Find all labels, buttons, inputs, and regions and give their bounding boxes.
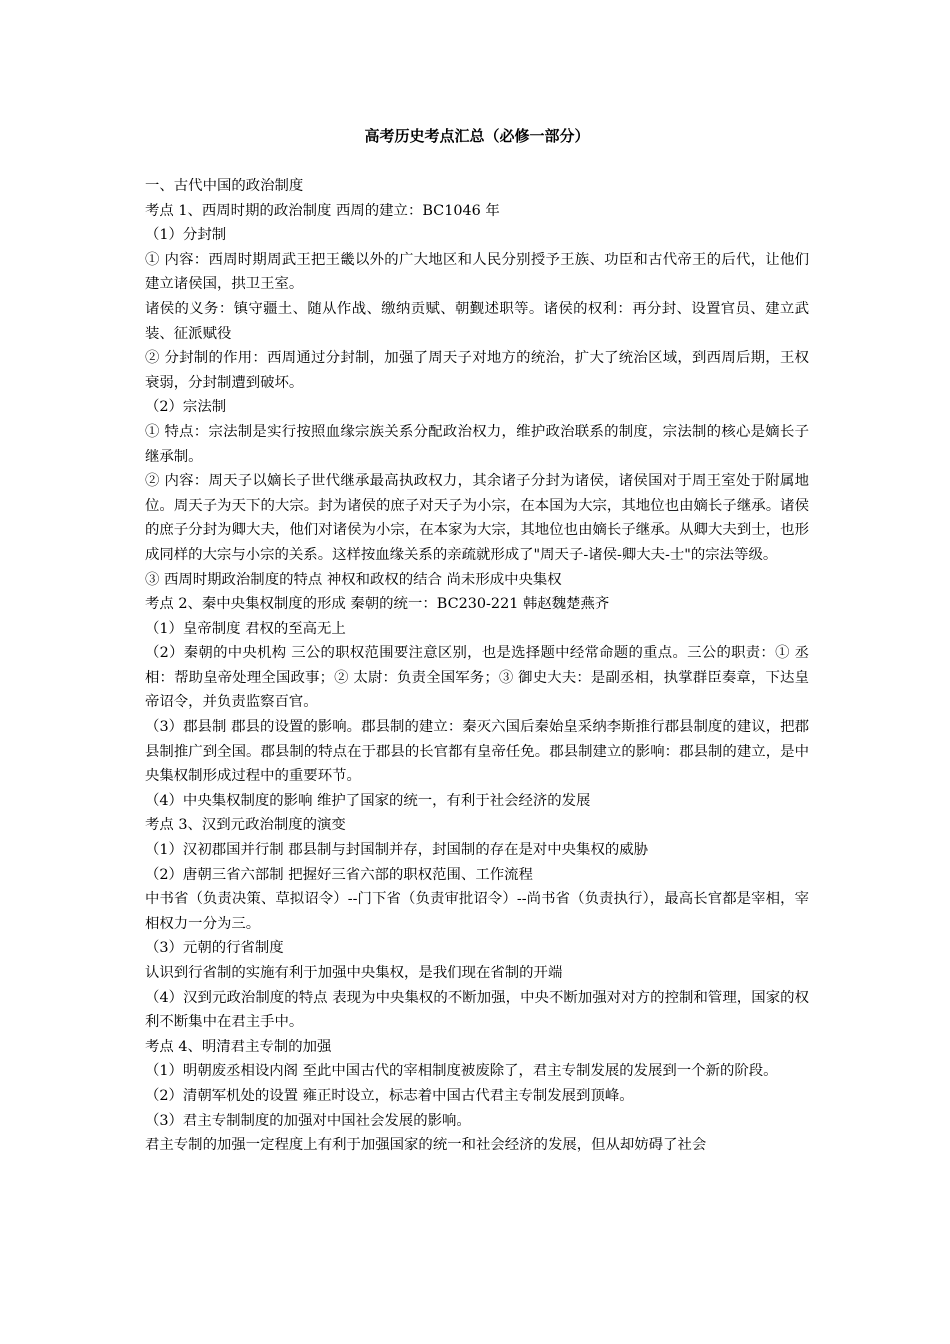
paragraph: （3）郡县制 郡县的设置的影响。郡县制的建立：秦灭六国后秦始皇采纳李斯推行郡县制度的建议，把郡县制推广到全国。郡县制的特点在于郡县的长官都有皇帝任免。郡县制建立的影响：郡县制的建立，是中央集权制形成过程中的重要环节。	[145, 719, 809, 785]
topic-heading: 考点 2、秦中央集权制度的形成 秦朝的统一：BC230-221 韩赵魏楚燕齐	[145, 596, 610, 613]
subheading: （2）唐朝三省六部制 把握好三省六部的职权范围、工作流程	[145, 866, 533, 883]
paragraph: ① 特点：宗法制是实行按照血缘宗族关系分配政治权力，维护政治联系的制度，宗法制的核心是嫡长子继承制。	[145, 423, 809, 465]
paragraph: 中书省（负责决策、草拟诏令）--门下省（负责审批诏令）--尚书省（负责执行），最高长官都是宰相，宰相权力一分为三。	[145, 891, 809, 932]
paragraph: 诸侯的义务：镇守疆土、随从作战、缴纳贡赋、朝觐述职等。诸侯的权利：再分封、设置官员、建立武装、征派赋役	[145, 300, 809, 342]
topic-heading: 考点 1、西周时期的政治制度 西周的建立：BC1046 年	[145, 202, 500, 219]
topic-heading: 考点 4、明清君主专制的加强	[145, 1038, 332, 1055]
topic-heading: 考点 3、汉到元政治制度的演变	[145, 817, 346, 834]
paragraph: ② 分封制的作用：西周通过分封制，加强了周天子对地方的统治，扩大了统治区域，到西周后期，王权衰弱，分封制遭到破坏。	[145, 350, 809, 391]
subheading: （1）皇帝制度 君权的至高无上	[145, 620, 346, 637]
document-page	[145, 124, 809, 1158]
paragraph: 认识到行省制的实施有利于加强中央集权，是我们现在省制的开端	[145, 965, 563, 981]
paragraph: （4）汉到元政治制度的特点 表现为中央集权的不断加强，中央不断加强对对方的控制和管理，国家的权利不断集中在君主手中。	[145, 989, 809, 1031]
paragraph: （1）明朝废丞相设内阁 至此中国古代的宰相制度被废除了，君主专制发展的发展到一个新的阶段。	[145, 1063, 778, 1080]
paragraph: ① 内容：西周时期周武王把王畿以外的广大地区和人民分别授予王族、功臣和古代帝王的后代，让他们建立诸侯国，拱卫王室。	[145, 251, 809, 293]
paragraph: ③ 西周时期政治制度的特点 神权和政权的结合 尚未形成中央集权	[145, 571, 562, 588]
subheading: （3）君主专制制度的加强对中国社会发展的影响。	[145, 1112, 471, 1129]
subheading: （4）中央集权制度的影响 维护了国家的统一，有利于社会经济的发展	[145, 792, 591, 809]
paragraph: 君主专制的加强一定程度上有利于加强国家的统一和社会经济的发展，但从却妨碍了社会	[145, 1137, 707, 1154]
document-body	[145, 174, 809, 1158]
subheading: （2）清朝军机处的设置 雍正时设立，标志着中国古代君主专制发展到顶峰。	[145, 1087, 634, 1104]
paragraph: （2）秦朝的中央机构 三公的职权范围要注意区别，也是选择题中经常命题的重点。三公的职责：① 丞相：帮助皇帝处理全国政事；② 太尉：负责全国军务；③ 御史大夫：是副丞相，执掌群臣奏章，下达皇帝诏令，并负责监察百官。	[145, 645, 809, 711]
document-title: 高考历史考点汇总（必修一部分）	[364, 127, 590, 145]
subheading: （1）分封制	[145, 227, 227, 244]
subheading: （2）宗法制	[145, 399, 227, 416]
paragraph: ② 内容：周天子以嫡长子世代继承最高执政权力，其余诸子分封为诸侯，诸侯国对于周王室处于附属地位。周天子为天下的大宗。封为诸侯的庶子对天子为小宗，在本国为大宗，其地位也由嫡长子继承。诸侯的庶子分封为卿大夫，他们对诸侯为小宗，在本家为大宗，其地位也由嫡长子继承。从卿大夫到士，也形成同样的大宗与小宗的关系。这样按血缘关系的亲疏就形成了"周天子-诸侯-卿大夫-士"的宗法等级。	[145, 473, 809, 563]
subheading: （1）汉初郡国并行制 郡县制与封国制并存，封国制的存在是对中央集权的威胁	[145, 842, 649, 859]
subheading: （3）元朝的行省制度	[145, 940, 284, 957]
section-heading: 一、古代中国的政治制度	[145, 178, 304, 194]
